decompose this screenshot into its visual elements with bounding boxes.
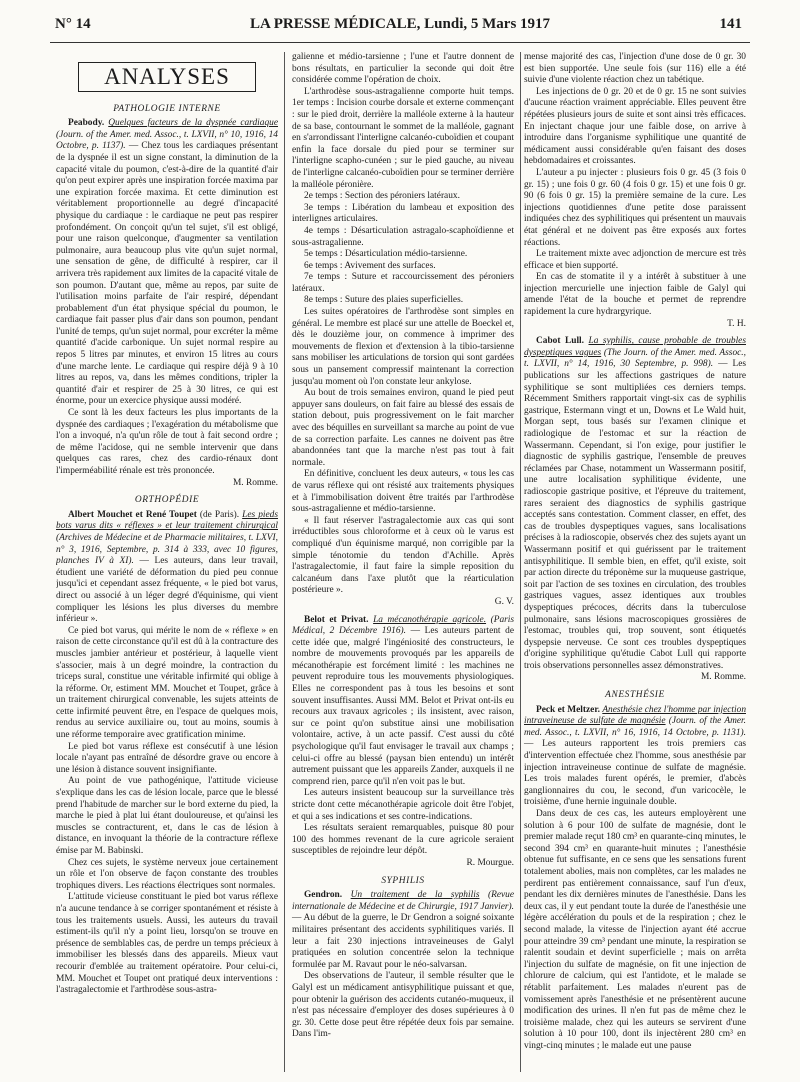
paragraph: mense majorité des cas, l'injection d'une dose de 0 gr. 30 est bien supportée. Une seule fois (sur 116) elle a été suivie d'une violente réaction chez un tabétique. (524, 52, 746, 86)
paragraph: 4e temps : Désarticulation astragalo-scaphoïdienne et sous-astragalienne. (292, 225, 514, 248)
paragraph: En cas de stomatite il y a intérêt à substituer à une injection mercurielle une injection faible de Galyl qui amende l'état de la bouche et permet de reprendre rapidement la cure hydrargyrique. (524, 272, 746, 318)
paragraph: 2e temps : Section des péroniers latéraux. (304, 191, 460, 202)
article-title: Quelques facteurs de la dyspnée cardiaque (108, 118, 278, 129)
article-peck-meltzer (524, 705, 746, 809)
column-1 (56, 52, 285, 1072)
section-heading: ORTHOPÉDIE (134, 495, 200, 506)
paragraph: Ce sont là les deux facteurs les plus importants de la dyspnée des cardiaques ; l'exagération du métabolisme que l'on a invoqué, n'a qu'un rôle de tout à fait second ordre ; de même l'acidose, qui ne semble intervenir que dans quelques cas rares, chez des cardio-rénaux dont l'imperméabilité rénale est très prononcée. (56, 408, 278, 476)
paragraph: L'auteur a pu injecter : plusieurs fois 0 gr. 45 (3 fois 0 gr. 15) ; une fois 0 gr. 60 (4 fois 0 gr. 15) et une fois 0 gr. 90 (6 fois 0 gr. 15) la première semaine de la cure. Les injections quotidiennes d'une petite dose paraissent indiquées chez des syphilitiques qui présentent un mauvais état général et ne doivent pas être exposés aux fortes réactions. (524, 167, 746, 248)
article-title: La syphilis, cause probable de troubles dyspeptiques vagues (524, 336, 746, 358)
paragraph: En définitive, concluent les deux auteurs, « tous les cas de varus réflexe qui ont résisté aux traitements physiques et à l'immobilisation doivent être traités par l'arthrodèse sous-astragalienne et médio-tarsienne. (292, 469, 514, 515)
author: Peck et Meltzer. (536, 704, 600, 715)
signature: M. Romme. (232, 477, 278, 488)
article-title: Un traitement de la syphilis (350, 890, 480, 901)
paragraph: 6e temps : Avivement des surfaces. (304, 260, 436, 271)
paragraph: Les suites opératoires de l'arthrodèse sont simples en général. Le membre est placé sur une attelle de Boeckel et, dès le douzième jour, on commence à imprimer des mouvements de flexion et d'extension à la tibio-tarsienne sans mobiliser les articulations de torsion qui sont gardées sous un pansement compressif maintenant la correction jusqu'au moment où l'on constate leur ankylose. (292, 307, 514, 387)
paragraph: Le traitement mixte avec adjonction de mercure est très efficace et bien supporté. (524, 249, 746, 271)
paragraph: Dans deux de ces cas, les auteurs employèrent une solution à 6 pour 100 de sulfate de magnésie, dont le premier malade reçut 180 cm³ en quarante-cinq minutes, le second 394 cm³ en quarante-huit minutes ; l'anesthésie obtenue fut suffisante, en ce sens que les sensations furent totalement abolies, mais non complètes, car les malades ne perdirent pas entièrement connaissance, sauf l'un d'eux, pendant les dix dernières minutes de l'anesthésie. Dans les deux cas, il y eut pendant toute la durée de l'anesthésie une légère accélération du pouls et de la respiration ; chez le second malade, la vitesse de l'injection ayant été accrue pour atteindre 39 cm³ pendant une minute, la respiration se ralentit soudain et devint superficielle ; mais on arrêta l'injection du sulfate de magnésie, on fit une injection de chlorure de calcium, qui est l'antidote, et le malade se rétablit parfaitement. Les malades n'eurent pas de vomissement après l'anesthésie et ne présentèrent aucune modification des urines. Il n'en fut pas de même chez le troisième malade, chez qui les auteurs se servirent d'une solution à 10 pour 100, dont ils injectèrent 280 cm³ en vingt-cinq minutes ; le malade eut une pause (524, 809, 746, 1051)
column-3 (518, 52, 746, 1072)
paragraph: Les résultats seraient remarquables, puisque 80 pour 100 des hommes revenant de la cure agricole seraient susceptibles de rejoindre leur dépôt. (292, 823, 514, 857)
signature: M. Romme. (700, 672, 746, 683)
article-peabody (56, 118, 278, 408)
section-heading: SYPHILIS (381, 875, 425, 886)
running-title: LA PRESSE MÉDICALE, Lundi, 5 Mars 1917 (249, 16, 551, 32)
signature: R. Mourgue. (466, 857, 514, 868)
signature: T. H. (727, 318, 746, 329)
paragraph: galienne et médio-tarsienne ; l'une et l'autre donnent de bons résultats, en particulier la seconde qui doit être considérée comme l'opération de choix. (292, 52, 514, 86)
author: Peabody. (68, 118, 105, 129)
reference: (Revue internationale de Médecine et de Chirurgie, 1917 Janvier). (292, 890, 515, 912)
paragraph: — Les auteurs, dans leur travail, étudient une variété de déformation du pied peu connue jusqu'ici et cependant assez fréquente, « le pied bot varus, direct ou associé à un léger degré d'équinisme, qui vient compliquer les lésions les plus diverses du membre inférieur ». (56, 556, 278, 625)
header-rule (50, 42, 750, 43)
article-cabot-lull (524, 336, 746, 672)
paragraph: — Les publications sur les affections gastriques de nature syphilitique se sont multipliées ces derniers temps. Récemment Smithers rapportait vingt-six cas de syphilis gastrique, Estermann vingt et un, Downs et Le Wald huit, Morgan sept, tous basés sur l'examen clinique et radiologique de l'estomac et sur la réaction de Wassermann. Cependant, si l'on exige, pour justifier le diagnostic de syphilis gastrique, l'ensemble de preuves réclamées par Chase, notamment un Wassermann positif, une autre localisation syphilitique évidente, une radioscopie gastrique positive, et l'épreuve du traitement, rares seraient des diagnostics de syphilis gastrique acceptés sans contestation. Comment classer, en effet, des cas de troubles dyspeptiques vagues, sans localisations précises à la radioscopie, observés chez des sujets ayant un Wassermann positif et qui guérissent par le traitement antisyphilitique. Il semble bien, en effet, qu'il existe, soit par action directe du tréponème sur la muqueuse gastrique, soit par l'action de ses toxines en circulation, des troubles gastriques vagues, assez identiques aux troubles dyspeptiques précoces, décrits dans la tuberculose pulmonaire, sans lésions macroscopiques grossières de l'estomac, troubles qui, trop souvent, sont étiquetés dyspepsie nerveuse. Ce sont ces troubles dyspeptiques d'origine syphilitique qu'étudie Cabot Lull qui rapporte trois observations personnelles assez démonstratives. (524, 359, 746, 671)
issue-number: N° 14 (55, 16, 91, 32)
paragraph: Au point de vue pathogénique, l'attitude vicieuse s'explique dans les cas de lésion locale, parce que le blessé prend l'habitude de marcher sur le bord externe du pied, la marche le pied à plat lui étant douloureuse, et qu'ainsi les muscles se contracturent, et, dans le cas de lésion à distance, en invoquant la théorie de la contracture réflexe émise par M. Babinski. (56, 776, 278, 856)
reference: (Archives de Médecine et de Pharmacie militaires, t. LXVI, n° 3, 1916, Septembre, p. 314 à 333, avec 10 figures, planches IV à XI). (56, 532, 278, 567)
article-title: Anesthésie chez l'homme par injection intraveineuse de sulfate de magnésie (524, 704, 746, 727)
paragraph: L'attitude vicieuse constituant le pied bot varus réflexe n'a aucune tendance à se corriger spontanément et résiste à tous les traitements usuels. Aussi, les auteurs du travail estiment-ils qu'il n'y a point lieu, lorsqu'on se trouve en présence de semblables cas, de perdre un temps précieux à immobiliser les blessés dans des appareils. Mieux vaut recourir d'emblée au traitement opératoire. Pour celui-ci, MM. Mouchet et Toupet ont pratiqué deux interventions : l'astragalectomie et l'arthrodèse sous-astra- (56, 892, 278, 996)
column-2 (286, 52, 521, 1072)
article-title: Les pieds bots varus dits « réflexes » et leur traitement chirurgical (56, 509, 279, 532)
section-heading: ANESTHÉSIE (605, 690, 665, 701)
paragraph: 5e temps : Désarticulation médio-tarsienne. (304, 249, 468, 260)
paragraph: Des observations de l'auteur, il semble résulter que le Galyl est un médicament antisyphilitique puissant et que, pour obtenir la guérison des accidents cutanéo-muqueux, il n'est pas nécessaire d'employer des doses supérieures à 0 gr. 30. Cette dose peut être répétée deux fois par semaine. Dans l'im- (292, 971, 514, 1040)
paragraph: « Il faut réserver l'astragalectomie aux cas qui sont irréductibles sous chloroforme et à ceux où le varus est compliqué d'un équinisme marqué, non corrigible par la simple ténotomie du tendon d'Achille. Après l'astragalectomie, il faut faire la simple reposition du calcanéum dans l'axe plutôt que la réarticulation postérieure ». (292, 515, 514, 596)
article-title: La mécanothérapie agricole. (373, 614, 487, 625)
reference: (Journ. of the Amer. med. Assoc., t. LXVII, n° 16, 1916, 14 Octobre, p. 1131). (524, 716, 746, 738)
section-heading: PATHOLOGIE INTERNE (113, 103, 221, 114)
paragraph: — Au début de la guerre, le Dr Gendron a soigné soixante militaires présentant des accidents syphilitiques variés. Il leur a fait 230 injections intraveineuses de Galyl pratiquées en solution concentrée selon la technique formulée par M. Ravaut pour le néo-salvarsan. (292, 913, 514, 970)
signature: G. V. (494, 596, 514, 607)
paragraph: — Chez tous les cardiaques présentant de la dyspnée il est un signe constant, la diminution de la capacité vitale du poumon, c'est-à-dire de la quantité d'air qu'on peut expirer après une inspiration forcée maxima par une expiration forcée maxima. Et cette diminution est véritablement proportionnelle au degré d'incapacité physique du cardiaque : le cardiaque ne peut pas respirer profondément. On conçoit qu'un tel sujet, s'il est obligé, pour une raison quelconque, d'augmenter sa ventilation pulmonaire, aura beaucoup plus vite qu'un sujet normal, une sensation de gêne, de difficulté à respirer, car il arrivera très rapidement aux limites de la capacité vitale de son poumon. D'autant que, même au repos, par suite de l'utilisation moins parfaite de l'air respiré, dépendant probablement d'un état physique spécial du poumon, le cardiaque fait passer plus d'air dans son poumon, pendant l'unité de temps, qu'un sujet normal, pour excréter la même quantité d'acide carbonique. Un sujet normal respire au repos 5 litres par minutes, et environ 15 litres au cours d'une marche lente. Le cardiaque qui respire déjà 9 à 10 litres au repos, va, dans les mêmes conditions, tripler la quantité d'air et respirer de 25 à 30 litres, ce qui est énorme, pour un exercice physique aussi modéré. (56, 141, 278, 407)
analyses-heading: ANALYSES (78, 62, 256, 92)
paragraph: Au bout de trois semaines environ, quand le pied peut appuyer sans douleurs, on fait faire au blessé des essais de station debout, puis progressivement on le fait marcher avec des béquilles en surveillant sa marche au point de vue de sa correction parfaite. Les cannes ne doivent pas être abandonnées tant que la marche n'est pas tout à fait normale. (292, 388, 514, 468)
paragraph: 7e temps : Suture et raccourcissement des péroniers latéraux. (292, 272, 514, 294)
article-mouchet-toupet (56, 510, 278, 626)
paragraph: — Les auteurs rapportent les trois premiers cas d'intervention effectuée chez l'homme, sous anesthésie par injection intraveineuse continue de sulfate de magnésie. Les trois malades furent opérés, le premier, d'abcès ganglionnaires du cou, le second, d'un varicocèle, le troisième, d'une hernie inguinale double. (524, 739, 746, 808)
paragraph: — Les auteurs partent de cette idée que, malgré l'ingéniosité des constructeurs, le nombre de mouvements provoqués par les appareils de mécanothérapie est forcément limité : les machines ne peuvent reproduire tous les mouvements physiologiques. Elles ne correspondent pas à tous les besoins et sont souvent insuffisantes. Aussi MM. Belot et Privat ont-ils eu recours aux travaux agricoles ; ils insistent, avec raison, sur ce point qu'on substitue ainsi une mobilisation volontaire, active, à un acte passif. C'est aussi du côté psychologique qu'il faut envisager le travail aux champs ; celui-ci offre au blessé (paysan bien entendu) un intérêt autrement puissant que les appareils Zander, auxquels il ne comprend rien, parce qu'il n'en voit pas le but. (292, 626, 514, 787)
paragraph: 8e temps : Suture des plaies superficielles. (304, 295, 464, 306)
paragraph: 3e temps : Libération du lambeau et exposition des interlignes articulaires. (292, 202, 514, 225)
author: Gendron. (304, 890, 343, 901)
article-belot-privat (292, 615, 514, 789)
paragraph: Chez ces sujets, le système nerveux joue certainement un rôle et l'on observe de façon constante des troubles trophiques divers. Les réactions électriques sont normales. (56, 857, 278, 891)
reference: (Journ. of the Amer. med. Assoc., t. LXVII, n° 10, 1916, 14 Octobre, p. 1137). (56, 129, 278, 152)
paragraph: Les injections de 0 gr. 20 et de 0 gr. 15 ne sont suivies d'aucune réaction vraiment appréciable. Elles peuvent être répétées plusieurs jours de suite et sont ainsi très efficaces. En injectant chaque jour une faible dose, on arrive à introduire dans l'organisme syphilitique une quantité de médicament aussi considérable qu'en faisant des doses hebdomadaires et croissantes. (524, 86, 746, 167)
article-gendron (292, 890, 514, 971)
author: Cabot Lull. (536, 336, 585, 347)
paragraph: Ce pied bot varus, qui mérite le nom de « réflexe » en raison de cette circonstance qu'il est dû à la contracture des muscles jambier antérieur et postérieur, à laquelle vient s'associer, mais à un degré moindre, la contraction du triceps sural, constitue une véritable infirmité qui oblige à la réforme. Or, estiment MM. Mouchet et Toupet, grâce à un traitement chirurgical convenable, les sujets atteints de cette infirmité peuvent être, en l'espace de quelques mois, rendus au service auxiliaire ou, tout au moins, soumis à une réforme temporaire avec gratification minime. (56, 625, 278, 741)
paragraph: Le pied bot varus réflexe est consécutif à une lésion locale n'ayant pas entraîné de désordre grave ou encore à une lésion à distance souvent insignifiante. (56, 741, 278, 775)
paragraph: L'arthrodèse sous-astragalienne comporte huit temps. 1er temps : Incision courbe dorsale et externe commençant : sur le pied droit, derrière la malléole externe à la hauteur de sa base, contournant le sommet de la malléole, gagnant en s'arrondissant l'interligne calcanéo-cuboïdien et coupant enfin la face dorsale du pied pour se terminer sur l'interligne scapho-cunéen ; sur le pied gauche, au niveau de l'interligne calcanéo-cuboïdien pour se terminer derrière la malléole péronière. (292, 86, 514, 190)
author-place: (de Paris). (199, 509, 240, 520)
author: Belot et Privat. (304, 614, 369, 625)
reference: (The Journ. of the Amer. med. Assoc., t. LXVII, n° 14, 1916, 30 Septembre, p. 998). (524, 347, 746, 370)
author: Albert Mouchet et René Toupet (68, 509, 197, 520)
reference: (Paris Médical, 2 Décembre 1916). (292, 614, 515, 637)
paragraph: Les auteurs insistent beaucoup sur la surveillance très stricte dont cette mécanothérapie agricole doit être l'objet, et qui a ses indications et ses contre-indications. (292, 788, 514, 822)
page-number: 141 (719, 16, 742, 32)
